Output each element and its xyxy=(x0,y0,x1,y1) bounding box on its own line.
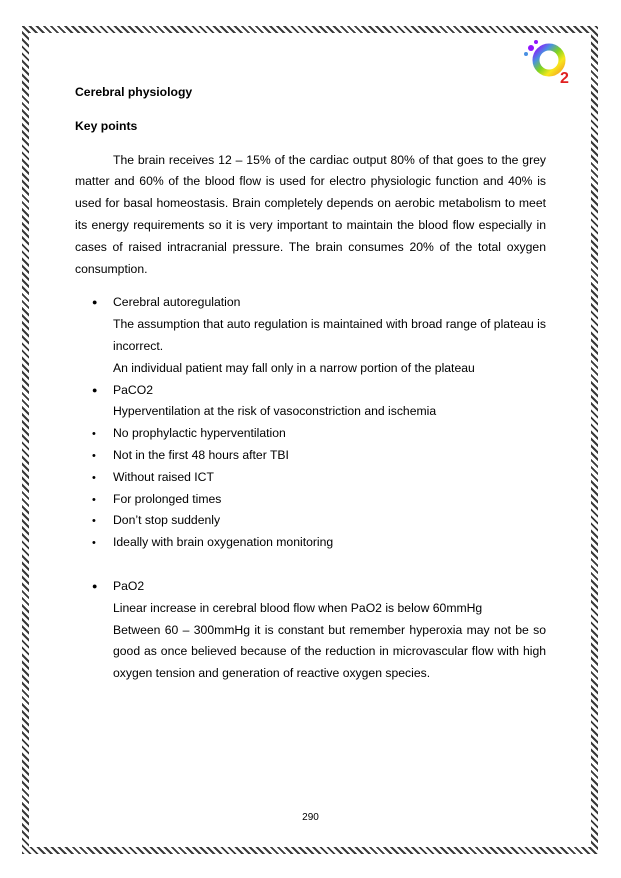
list-item xyxy=(75,380,546,424)
list-item xyxy=(75,292,546,379)
bullet-icon xyxy=(92,576,97,598)
key-points-list xyxy=(75,292,546,685)
list-item xyxy=(75,445,546,467)
paco2-item: Don’t stop suddenly xyxy=(113,513,221,528)
page-number: 290 xyxy=(302,812,319,823)
svg-text:2: 2 xyxy=(560,70,569,87)
document-body xyxy=(75,82,546,685)
bullet-icon xyxy=(92,292,97,314)
intro-paragraph: The brain receives 12 – 15% of the cardiac output 80% of that goes to the grey matter and 60% of the blood flow is used for electro physiologic function and 40% is used for basal homeostasis. Brain completely depends on aerobic metabolism to meet its energy requirements so it is very important to maintain the blood flow especially in cases of raised intracranial pressure. The brain consumes 20% of the total oxygen consumption. xyxy=(75,152,546,276)
paco2-item: Not in the first 48 hours after TBI xyxy=(113,447,289,462)
list-item xyxy=(75,467,546,489)
section-title: Cerebral physiology xyxy=(75,85,193,99)
paco2-heading: PaCO2 xyxy=(113,382,153,397)
paco2-item: Without raised ICT xyxy=(113,469,214,484)
bullet-icon xyxy=(92,467,96,490)
autoregulation-heading: Cerebral autoregulation xyxy=(113,295,241,310)
bullet-icon xyxy=(92,445,96,468)
bullet-icon xyxy=(92,423,96,446)
pao2-heading: PaO2 xyxy=(113,578,145,593)
list-item xyxy=(75,576,546,685)
list-item xyxy=(75,510,546,532)
pao2-text-2: Between 60 – 300mmHg it is constant but remember hyperoxia may not be so good as once believed because of the reduction in microvascular flow with high oxygen tension and generation of reactive oxygen species. xyxy=(113,622,546,681)
bullet-icon xyxy=(92,489,96,512)
key-points-heading: Key points xyxy=(75,118,138,133)
o2-logo xyxy=(522,38,578,88)
bullet-icon xyxy=(92,380,97,402)
bullet-icon xyxy=(92,532,96,555)
list-spacer xyxy=(75,554,546,576)
list-item xyxy=(75,532,546,554)
autoregulation-text-2: An individual patient may fall only in a narrow portion of the plateau xyxy=(113,360,475,375)
paco2-item: Ideally with brain oxygenation monitoring xyxy=(113,535,334,550)
list-item xyxy=(75,489,546,511)
paco2-item: For prolonged times xyxy=(113,491,222,506)
list-item xyxy=(75,423,546,445)
pao2-text-1: Linear increase in cerebral blood flow when PaO2 is below 60mmHg xyxy=(113,600,483,615)
autoregulation-text-1: The assumption that auto regulation is maintained with broad range of plateau is incorrect. xyxy=(113,317,546,353)
bullet-icon xyxy=(92,510,96,533)
paco2-text: Hyperventilation at the risk of vasoconstriction and ischemia xyxy=(113,404,437,419)
paco2-item: No prophylactic hyperventilation xyxy=(113,426,286,441)
